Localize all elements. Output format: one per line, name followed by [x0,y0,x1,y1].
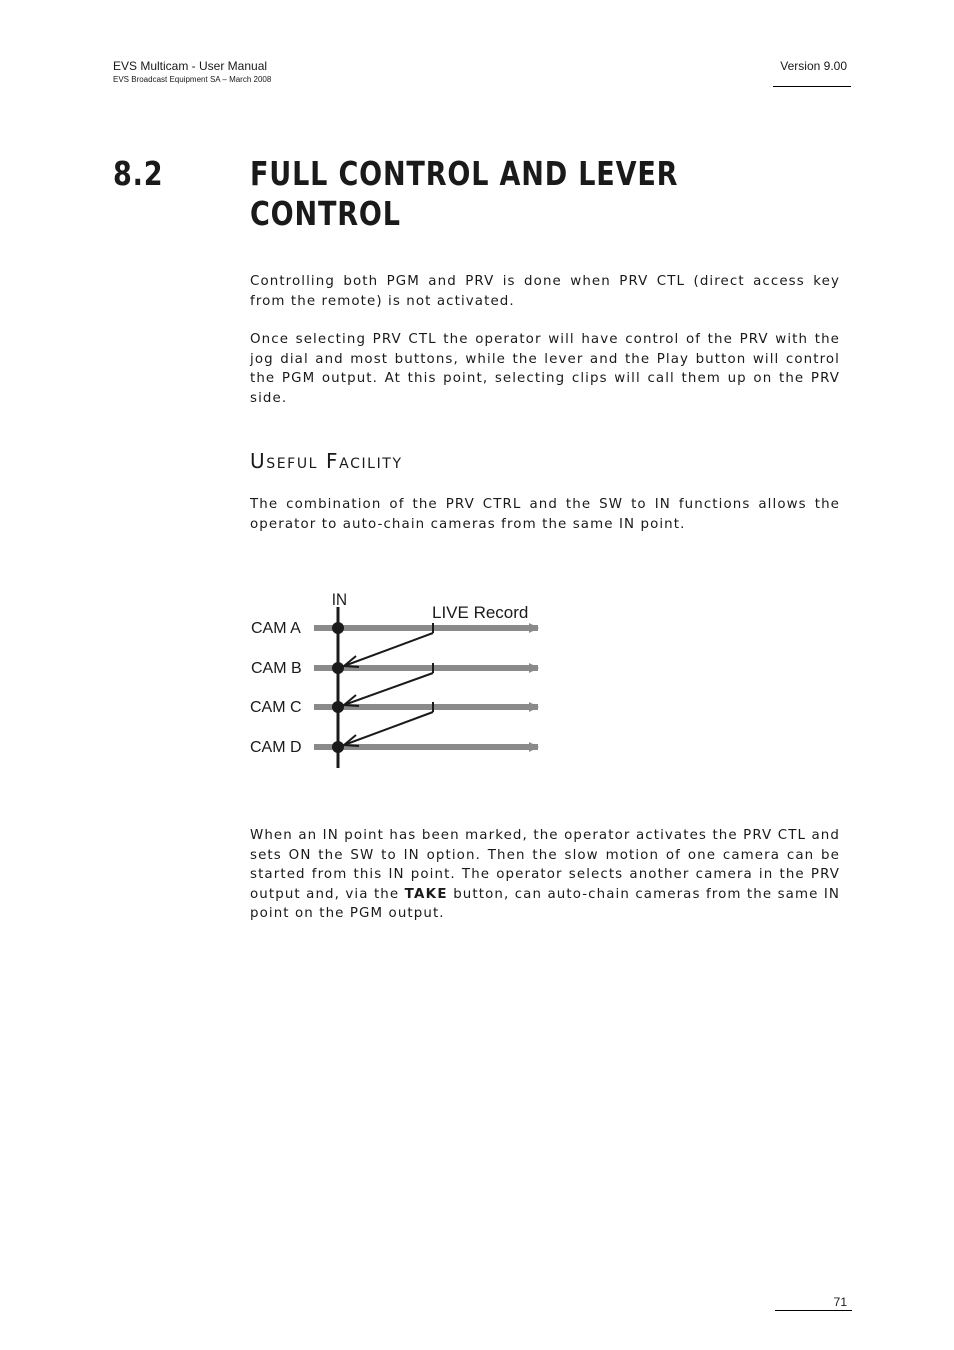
in-dot-cam-c [332,701,344,713]
in-dot-cam-d [332,741,344,753]
chain-arrows [344,623,433,746]
paragraph-in-point [250,826,840,924]
take-keyword: TAKE [404,886,448,902]
in-dot-cam-b [332,662,344,674]
auto-chain-diagram [240,585,570,785]
paragraph-prv-ctl: Once selecting PRV CTL the operator will have control of the PRV with the jog dial and most buttons, while the lever and the Play button will control the PGM output. At this point, selecting clips will call them up on the PRV side. [250,332,840,406]
camera-tracks [314,628,538,747]
version-label: Version 9.00 [780,59,847,73]
paragraph-in-point-part2: button, can auto-chain cameras from the same IN point on the PGM output. [250,886,840,921]
publisher-date: EVS Broadcast Equipment SA – March 2008 [113,75,272,84]
subheading-useful-facility: Useful Facility [250,449,403,473]
section-title [250,154,742,234]
paragraph-in-point-part1: When an IN point has been marked, the operator activates the PRV CTL and sets ON the SW to IN option. Then the slow motion of one camera can be started from this IN point. The operator selects another camera in the PRV output and, via the [250,828,840,902]
in-label: IN [331,590,348,610]
paragraph-intro: Controlling both PGM and PRV is done when PRV CTL (direct access key from the remote) is not activated. [250,274,840,309]
section-title-line2: CONTROL [250,194,401,233]
in-dot-cam-a [332,622,344,634]
chain-arrow-b-to-c [344,673,433,705]
section-title-line1: FULL CONTROL AND LEVER [250,154,679,193]
running-header [113,59,271,85]
label-cam-a: CAM A [251,620,301,637]
manual-title: EVS Multicam - User Manual [113,59,268,73]
page-number: 71 [833,1295,847,1309]
chain-arrow-a-to-b [344,633,433,666]
label-cam-c: CAM C [250,699,302,716]
chain-arrow-c-to-d [344,712,433,745]
section-number: 8.2 [113,154,164,193]
label-cam-b: CAM B [251,660,302,677]
header-rule [773,86,851,87]
label-cam-d: CAM D [250,739,302,756]
paragraph-combination: The combination of the PRV CTRL and the SW to IN functions allows the operator to auto-chain cameras from the same IN point. [250,497,840,532]
live-record-label: LIVE Record [432,603,529,622]
footer-rule [775,1310,852,1311]
